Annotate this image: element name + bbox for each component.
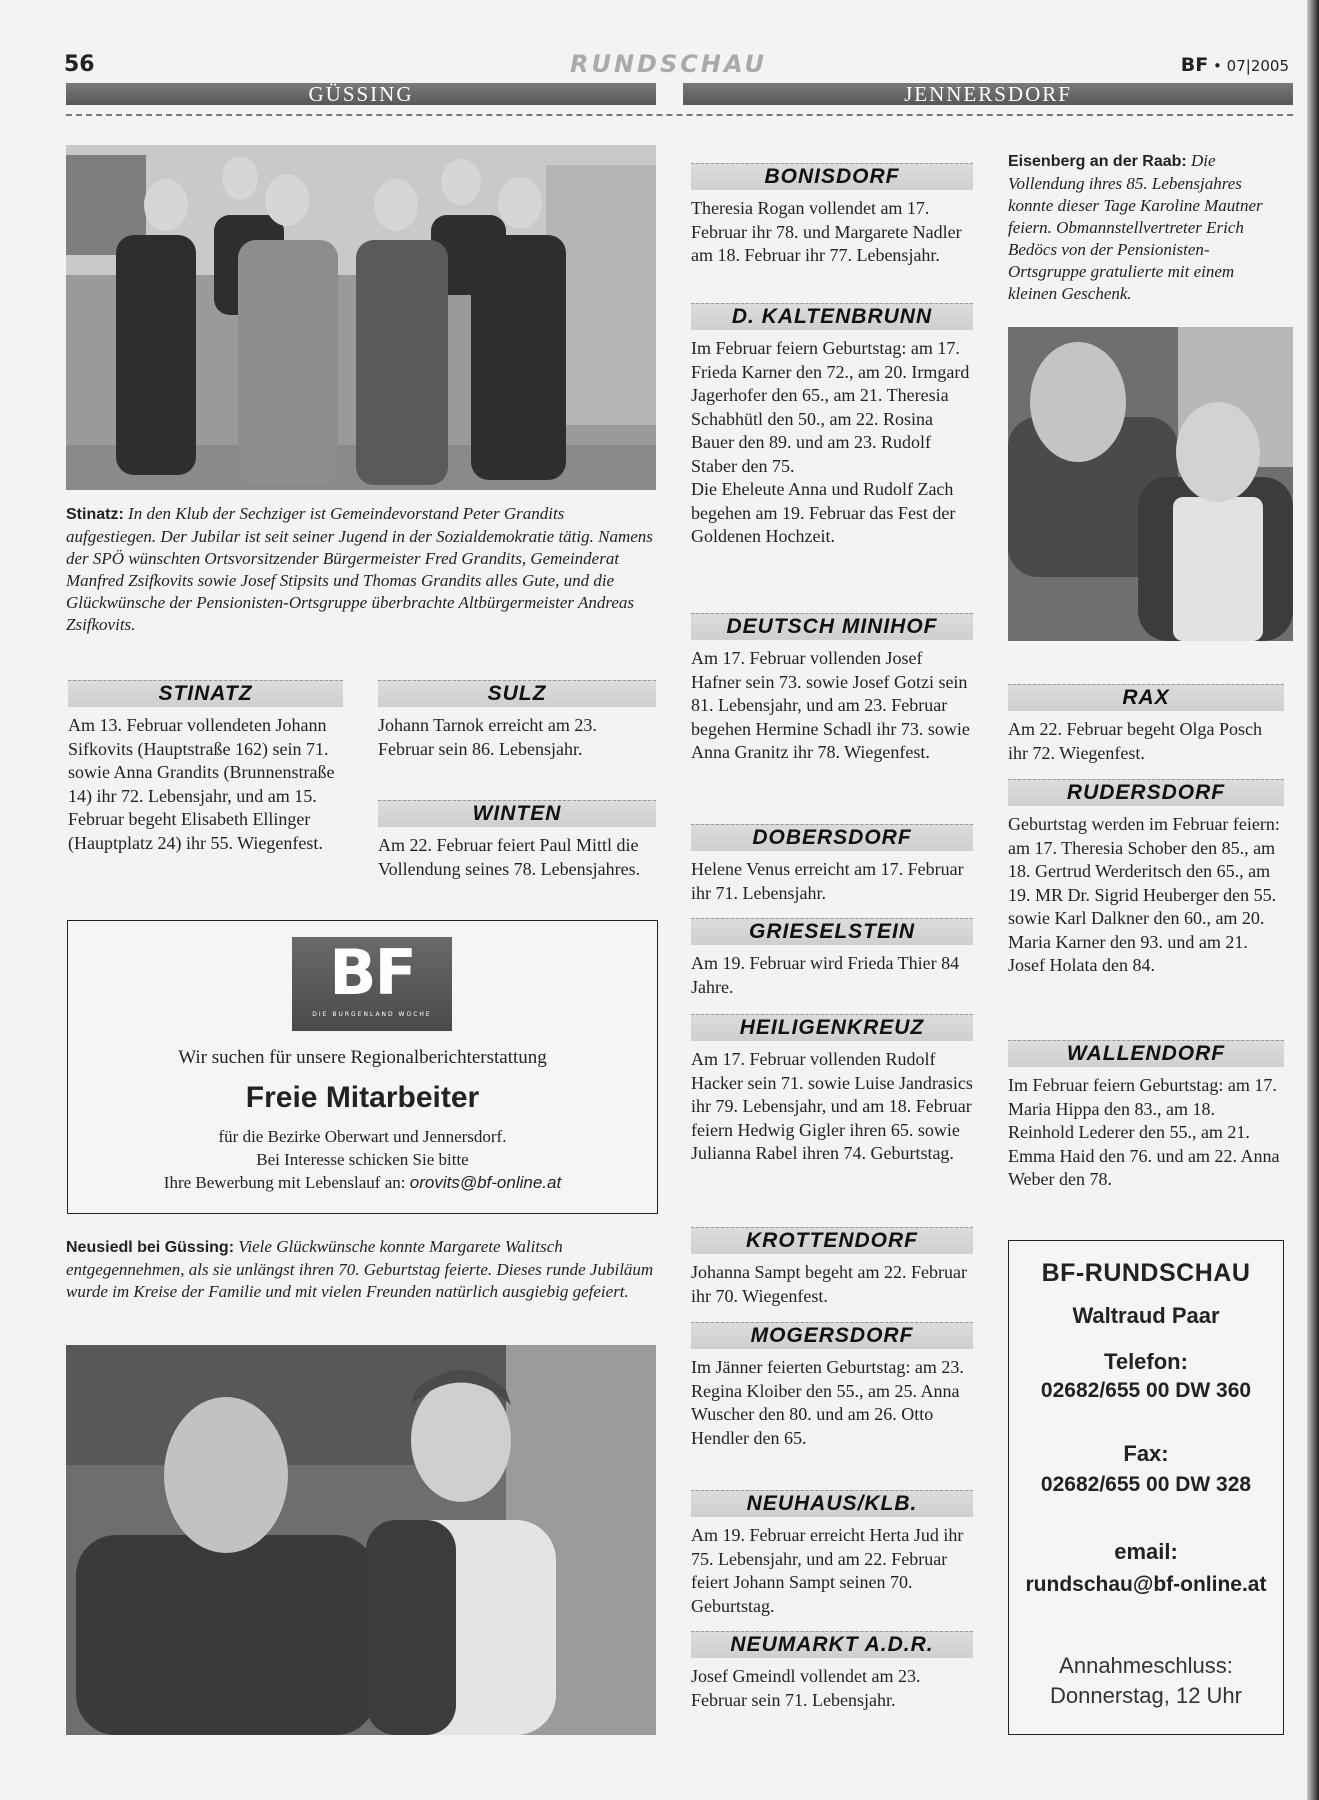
ad-intro: Wir suchen für unsere Regionalberichterstattung: [178, 1047, 547, 1068]
contact-title: BF-RUNDSCHAU: [1041, 1259, 1251, 1287]
caption-stinatz: [66, 503, 656, 636]
contact-email-label: email:: [1114, 1539, 1178, 1564]
section-title-bonisdorf: BONISDORF: [691, 163, 973, 190]
deadline-value: Donnerstag, 12 Uhr: [1050, 1683, 1242, 1708]
contact-name: Waltraud Paar: [1072, 1303, 1220, 1328]
section-title-wallendorf: WALLENDORF: [1008, 1040, 1284, 1067]
section-text-heiligenkreuz: Am 17. Februar vollenden Rudolf Hacker sein 71. sowie Luise Jandrasics ihr 79. Lebensjahr, und am 18. Februar feiern Hedwig Gigler ihren 65. sowie Julianna Rabel ihren 74. Geburtstag.: [691, 1049, 973, 1163]
page-edge-shadow: [1307, 0, 1319, 1800]
section-title-mogersdorf: MOGERSDORF: [691, 1322, 973, 1349]
section-title-grieselstein: GRIESELSTEIN: [691, 918, 973, 945]
contact-fax: 02682/655 00 DW 328: [1040, 1473, 1252, 1496]
ad-email-link[interactable]: orovits@bf-online.at: [409, 1173, 562, 1192]
caption-text: In den Klub der Sechziger ist Gemeindevorstand Peter Grandits aufgestiegen. Der Jubilar ist seit seiner Jugend in der Sozialdemokratie tätig. Namens der SPÖ wünschten Ortsvorsitzender Bürgermeister Fred Grandits, Gemeinderat Manfred Zsifkovits sowie Josef Stipsits und Thomas Grandits alles Gute, und die Glückwünsche der Pensionisten-Ortsgruppe überbrachte Altbürgermeister Andreas Zsifkovits.: [66, 504, 653, 634]
ad-districts: für die Bezirke Oberwart und Jennersdorf.: [218, 1127, 507, 1146]
contact-fax-label: Fax:: [1123, 1441, 1169, 1466]
kaltenbrunn-golden-wedding: Die Eheleute Anna und Rudolf Zach begehen am 19. Februar das Fest der Goldenen Hochzeit.: [691, 479, 956, 546]
region-band-jennersdorf: JENNERSDORF: [683, 83, 1293, 105]
contact-phone[interactable]: 02682/655 00 DW 360: [1040, 1379, 1252, 1402]
section-text-kaltenbrunn: [691, 337, 973, 549]
section-title-neumarkt: NEUMARKT A.D.R.: [691, 1631, 973, 1658]
caption-lead: Stinatz:: [66, 506, 124, 523]
contact-box: [1008, 1240, 1284, 1735]
caption-lead: Eisenberg an der Raab:: [1008, 153, 1187, 170]
issue-info: [1039, 54, 1289, 76]
photo-neusiedl-couple: [66, 1345, 656, 1735]
region-band-guessing: GÜSSING: [66, 83, 656, 105]
kaltenbrunn-birthdays: Im Februar feiern Geburtstag: am 17. Frieda Karner den 72., am 20. Irmgard Jagerhofer den 65., am 21. Theresia Schabhütl den 50., am 22. Rosina Bauer den 89. und am 23. Rudolf Staber den 75.: [691, 338, 970, 476]
issue-separator: •: [1213, 57, 1222, 75]
ad-interest: Bei Interesse schicken Sie bitte: [256, 1150, 469, 1169]
section-text-grieselstein: Am 19. Februar wird Frieda Thier 84 Jahre.: [691, 953, 960, 997]
issue-number: 07|2005: [1226, 57, 1289, 75]
header-divider: [66, 114, 1293, 116]
section-title-stinatz: STINATZ: [68, 680, 343, 707]
section-title-heiligenkreuz: HEILIGENKREUZ: [691, 1014, 973, 1041]
photo-eisenberg: [1008, 327, 1293, 641]
section-title-kaltenbrunn: D. KALTENBRUNN: [691, 303, 973, 330]
section-title-rudersdorf: RUDERSDORF: [1008, 779, 1284, 806]
issue-prefix: BF: [1180, 54, 1209, 76]
bf-logo: [292, 937, 452, 1031]
section-title-winten: WINTEN: [378, 800, 656, 827]
contact-email[interactable]: rundschau@bf-online.at: [1025, 1573, 1267, 1596]
section-text-stinatz: Am 13. Februar vollendeten Johann Sifkovits (Hauptstraße 162) sein 71. sowie Anna Grandits (Brunnenstraße 14) ihr 72. Lebensjahr, und am 15. Februar begeht Elisabeth Ellinger (Hauptplatz 24) ihr 55. Wiegenfest.: [68, 715, 335, 853]
section-text-neumarkt: Josef Gmeindl vollendet am 23. Februar sein 71. Lebensjahr.: [691, 1666, 921, 1710]
section-title-rax: RAX: [1008, 684, 1284, 711]
deadline-label: Annahmeschluss:: [1059, 1653, 1233, 1678]
contact-phone-label: Telefon:: [1104, 1349, 1188, 1374]
photo-stinatz-group: [66, 145, 656, 490]
section-title-neuhaus: NEUHAUS/KLB.: [691, 1490, 973, 1517]
caption-eisenberg: [1008, 150, 1284, 305]
ad-application: [68, 1173, 657, 1193]
bf-logo-text: BF: [329, 936, 415, 1009]
caption-text: Die Vollendung ihres 85. Lebensjahres konnte dieser Tage Karoline Mautner feiern. Obmannstellvertreter Erich Bedöcs von der Pensionisten-Ortsgruppe gratulierte mit einem kleinen Geschenk.: [1008, 151, 1263, 303]
section-title-sulz: SULZ: [378, 680, 656, 707]
section-text-mogersdorf: Im Jänner feierten Geburtstag: am 23. Regina Kloiber den 55., am 25. Anna Wuscher den 80. und am 26. Otto Hendler den 65.: [691, 1357, 964, 1448]
masthead: RUNDSCHAU: [570, 50, 767, 78]
caption-neusiedl: [66, 1236, 656, 1303]
section-text-bonisdorf: Theresia Rogan vollendet am 17. Februar ihr 78. und Margarete Nadler am 18. Februar ihr 77. Lebensjahr.: [691, 198, 962, 265]
section-text-rax: Am 22. Februar begeht Olga Posch ihr 72. Wiegenfest.: [1008, 719, 1262, 763]
ad-freie-mitarbeiter: [67, 920, 658, 1214]
section-title-dobersdorf: DOBERSDORF: [691, 824, 973, 851]
section-text-krottendorf: Johanna Sampt begeht am 22. Februar ihr 70. Wiegenfest.: [691, 1262, 967, 1306]
ad-application-text: Ihre Bewerbung mit Lebenslauf an:: [163, 1173, 406, 1192]
ad-headline: Freie Mitarbeiter: [245, 1081, 480, 1114]
section-text-neuhaus: Am 19. Februar erreicht Herta Jud ihr 75. Lebensjahr, und am 22. Februar feiert Johann Sampt seinen 70. Geburtstag.: [691, 1525, 964, 1616]
section-text-wallendorf: Im Februar feiern Geburtstag: am 17. Maria Hippa den 83., am 18. Reinhold Lederer den 55., am 21. Emma Haid den 76. und am 22. Anna Weber den 78.: [1008, 1075, 1280, 1189]
caption-text: Viele Glückwünsche konnte Margarete Walitsch entgegennehmen, als sie unlängst ihren 70. Geburtstag feierte. Dieses runde Jubiläum wurde im Kreise der Familie und mit vielen Freunden natürlich ausgiebig gefeiert.: [66, 1237, 654, 1301]
bf-logo-subtitle: DIE BURGENLAND WOCHE: [312, 1011, 432, 1018]
section-text-deutsch-minihof: Am 17. Februar vollenden Josef Hafner sein 73. sowie Josef Gotzi sein 81. Lebensjahr, und am 23. Februar begehen Hermine Schadl ihr 73. sowie Anna Granitz ihr 78. Wiegenfest.: [691, 648, 970, 762]
section-text-dobersdorf: Helene Venus erreicht am 17. Februar ihr 71. Lebensjahr.: [691, 859, 964, 903]
section-text-rudersdorf: Geburtstag werden im Februar feiern: am 17. Theresia Schober den 85., am 18. Gertrud Werderitsch den 65., am 19. MR Dr. Sigrid Heuberger den 55. sowie Karl Dalkner den 60., am 20. Maria Karner den 93. und am 21. Josef Holata den 84.: [1008, 814, 1280, 975]
section-text-winten: Am 22. Februar feiert Paul Mittl die Vollendung seines 78. Lebensjahres.: [378, 835, 641, 879]
section-title-krottendorf: KROTTENDORF: [691, 1227, 973, 1254]
section-text-sulz: Johann Tarnok erreicht am 23. Februar sein 86. Lebensjahr.: [378, 715, 597, 759]
page-number: 56: [64, 52, 95, 77]
caption-lead: Neusiedl bei Güssing:: [66, 1239, 235, 1256]
section-title-deutsch-minihof: DEUTSCH MINIHOF: [691, 613, 973, 640]
